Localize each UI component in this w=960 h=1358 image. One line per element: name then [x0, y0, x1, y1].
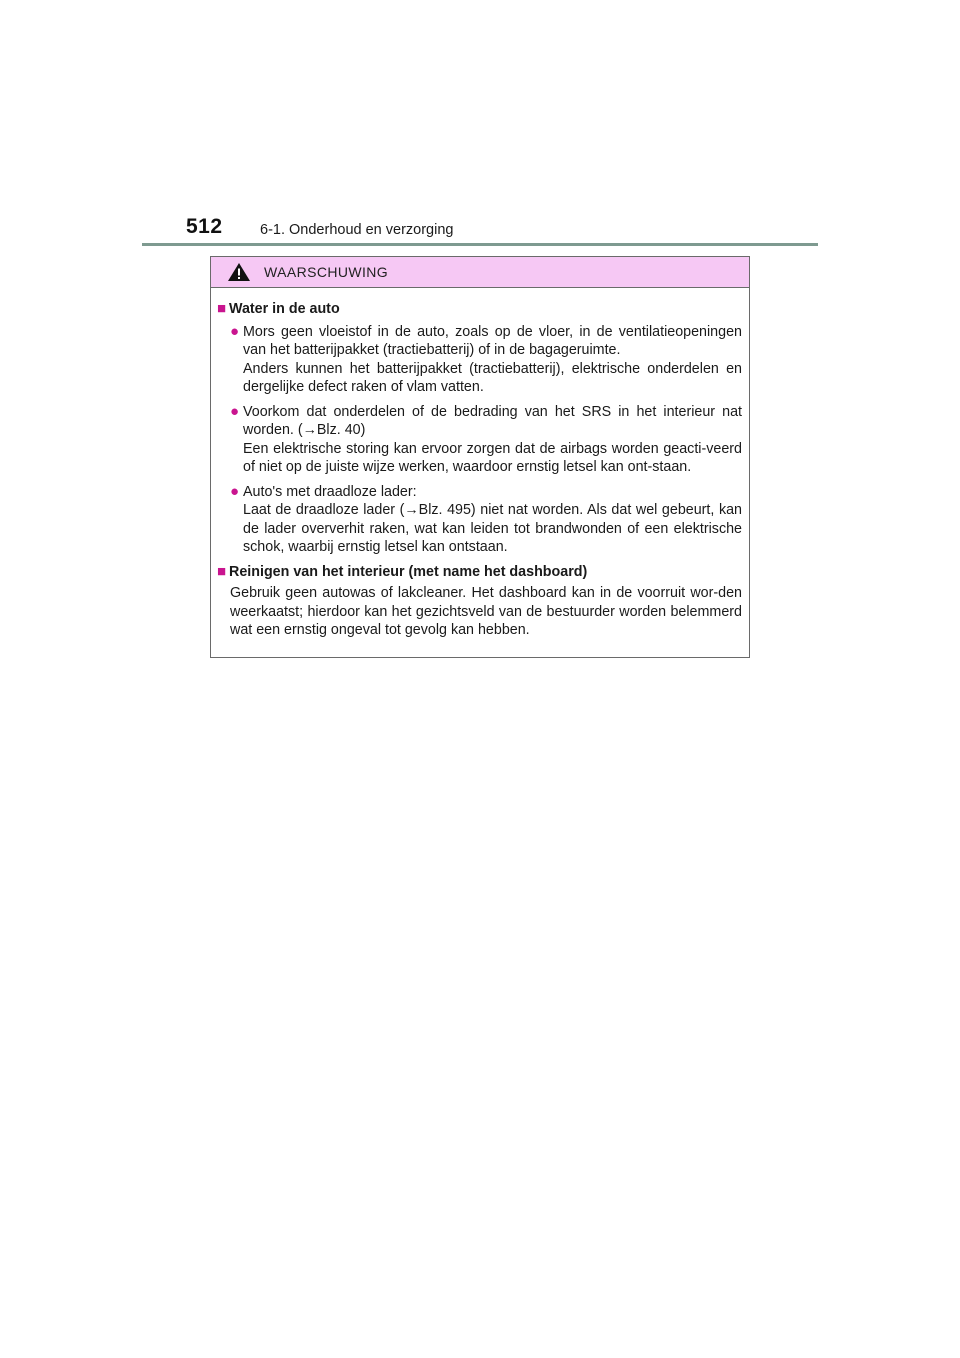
round-bullet-icon: ● — [230, 482, 240, 500]
square-bullet-icon: ■ — [217, 562, 227, 580]
bullet-text — [243, 403, 742, 477]
paragraph: Een elektrische storing kan ervoor zorgen dat de airbags worden geacti-veerd of niet op de juiste wijze werken, waardoor ernstig letsel kan ont-staan. — [243, 440, 742, 475]
warning-header — [211, 257, 749, 288]
section-heading-text: Reinigen van het interieur (met name het dashboard) — [229, 563, 588, 580]
list-item — [217, 403, 742, 477]
bullet-text — [243, 483, 742, 557]
paragraph: Voorkom dat onderdelen of de bedrading van het SRS in het interieur nat worden. (→Blz. 40) — [243, 403, 742, 438]
paragraph: Anders kunnen het batterijpakket (tractiebatterij), elektrische onderdelen en dergelijke defect raken of vlam vatten. — [243, 360, 742, 395]
section-interior-cleaning — [217, 563, 742, 640]
header-rule — [142, 243, 818, 246]
section-text: Gebruik geen autowas of lakcleaner. Het dashboard kan in de voorruit wor-den weerkaatst; hierdoor kan het gezichtsveld van de bestuurder worden belemmerd wat een ernstig ongeval tot gevolg kan hebben. — [230, 585, 742, 638]
section-title: 6-1. Onderhoud en verzorging — [260, 222, 454, 238]
section-heading-text: Water in de auto — [229, 301, 340, 317]
section-heading — [217, 300, 742, 319]
list-item — [217, 483, 742, 557]
paragraph: Mors geen vloeistof in de auto, zoals op de vloer, in de ventilatieopeningen van het batterijpakket (tractiebatterij) of in de bagageruimte. — [243, 323, 742, 358]
warning-triangle-icon — [227, 262, 251, 282]
list-item — [217, 323, 742, 397]
paragraph: Auto's met draadloze lader: — [243, 483, 417, 500]
paragraph: Laat de draadloze lader (→Blz. 495) niet nat worden. Als dat wel gebeurt, kan de lader oververhit raken, wat kan leiden tot brandwonden of een elektrische schok, waarbij ernstig letsel kan ontstaan. — [243, 502, 742, 555]
section-heading — [217, 563, 742, 582]
bullet-text — [243, 323, 742, 397]
round-bullet-icon: ● — [230, 322, 240, 340]
warning-body — [211, 288, 749, 640]
section-water — [217, 300, 742, 557]
page-number: 512 — [186, 215, 223, 238]
square-bullet-icon: ■ — [217, 300, 227, 317]
warning-title: WAARSCHUWING — [264, 264, 389, 280]
warning-box — [210, 256, 750, 658]
round-bullet-icon: ● — [230, 402, 240, 420]
